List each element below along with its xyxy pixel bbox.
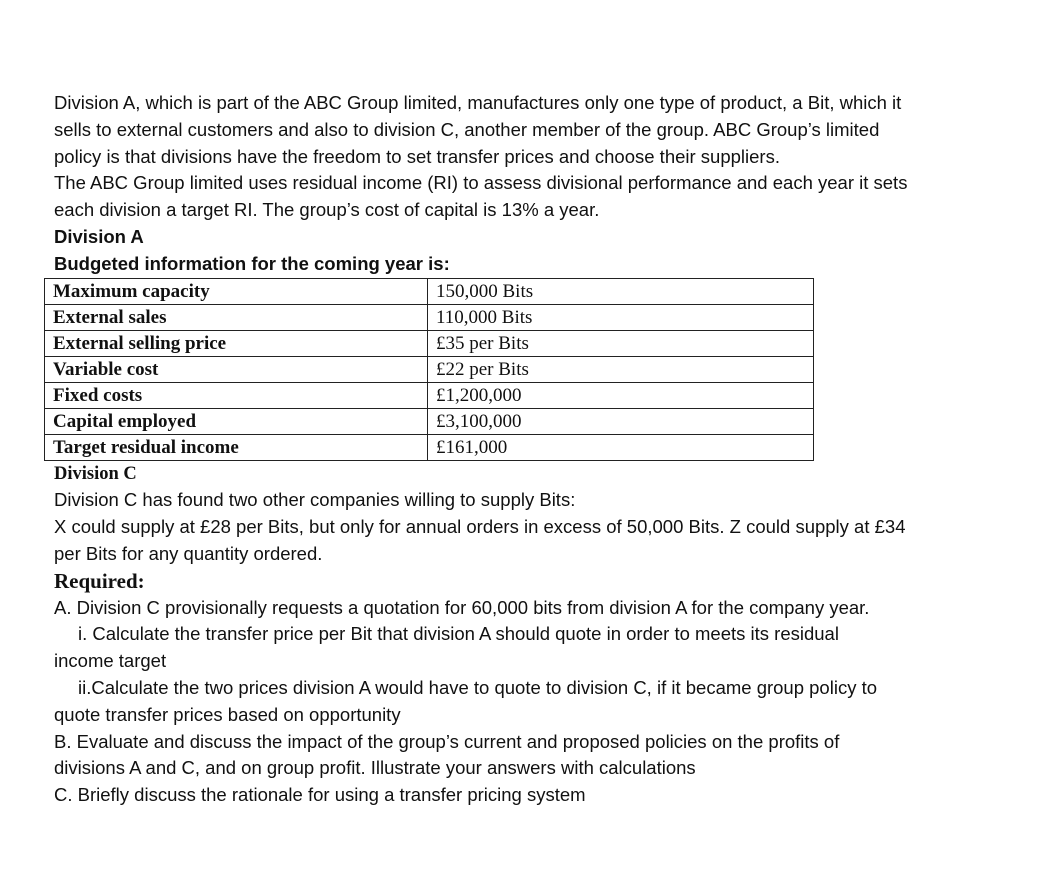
table-row [45, 382, 814, 408]
required-heading: Required: [54, 568, 145, 593]
row-label: External selling price [45, 330, 428, 356]
row-value: £1,200,000 [428, 382, 814, 408]
table-row [45, 408, 814, 434]
budget-table [44, 278, 814, 461]
intro-line: The ABC Group limited uses residual income (RI) to assess divisional performance and each year it sets [54, 172, 908, 194]
row-value: £161,000 [428, 434, 814, 460]
division-c-line: per Bits for any quantity ordered. [54, 542, 323, 564]
row-value: £22 per Bits [428, 356, 814, 382]
row-label: Fixed costs [45, 382, 428, 408]
row-label: External sales [45, 304, 428, 330]
intro-line: each division a target RI. The group’s cost of capital is 13% a year. [54, 199, 600, 221]
question-a-i-cont: income target [54, 650, 167, 672]
intro-line: sells to external customers and also to division C, another member of the group. ABC Group’s limited [54, 118, 880, 140]
question-a-i: i. Calculate the transfer price per Bit that division A should quote in order to meets its residual [78, 623, 839, 645]
budget-heading: Budgeted information for the coming year is: [54, 252, 450, 274]
question-a: A. Division C provisionally requests a quotation for 60,000 bits from division A for the company year. [54, 596, 870, 618]
question-c: C. Briefly discuss the rationale for using a transfer pricing system [54, 784, 586, 806]
row-value: £3,100,000 [428, 408, 814, 434]
row-value: 110,000 Bits [428, 304, 814, 330]
row-value: 150,000 Bits [428, 278, 814, 304]
intro-line: Division A, which is part of the ABC Group limited, manufactures only one type of product, a Bit, which it [54, 92, 902, 113]
division-a-heading: Division A [54, 225, 144, 247]
table-row [45, 278, 814, 304]
table-row [45, 356, 814, 382]
division-c-line: Division C has found two other companies willing to supply Bits: [54, 489, 576, 511]
question-b-cont: divisions A and C, and on group profit. Illustrate your answers with calculations [54, 757, 696, 779]
division-c-line: X could supply at £28 per Bits, but only for annual orders in excess of 50,000 Bits. Z could supply at £34 [54, 516, 906, 538]
question-a-ii: ii.Calculate the two prices division A would have to quote to division C, if it became group policy to [78, 676, 878, 698]
row-label: Capital employed [45, 408, 428, 434]
question-a-ii-cont: quote transfer prices based on opportunity [54, 703, 401, 725]
table-row [45, 304, 814, 330]
table-row [45, 434, 814, 460]
question-b: B. Evaluate and discuss the impact of the group’s current and proposed policies on the profits of [54, 730, 840, 752]
document [54, 90, 1014, 809]
table-row [45, 330, 814, 356]
row-label: Variable cost [45, 356, 428, 382]
row-value: £35 per Bits [428, 330, 814, 356]
intro-line: policy is that divisions have the freedom to set transfer prices and choose their suppliers. [54, 145, 780, 167]
row-label: Maximum capacity [45, 278, 428, 304]
division-c-heading: Division C [54, 463, 137, 484]
row-label: Target residual income [45, 434, 428, 460]
